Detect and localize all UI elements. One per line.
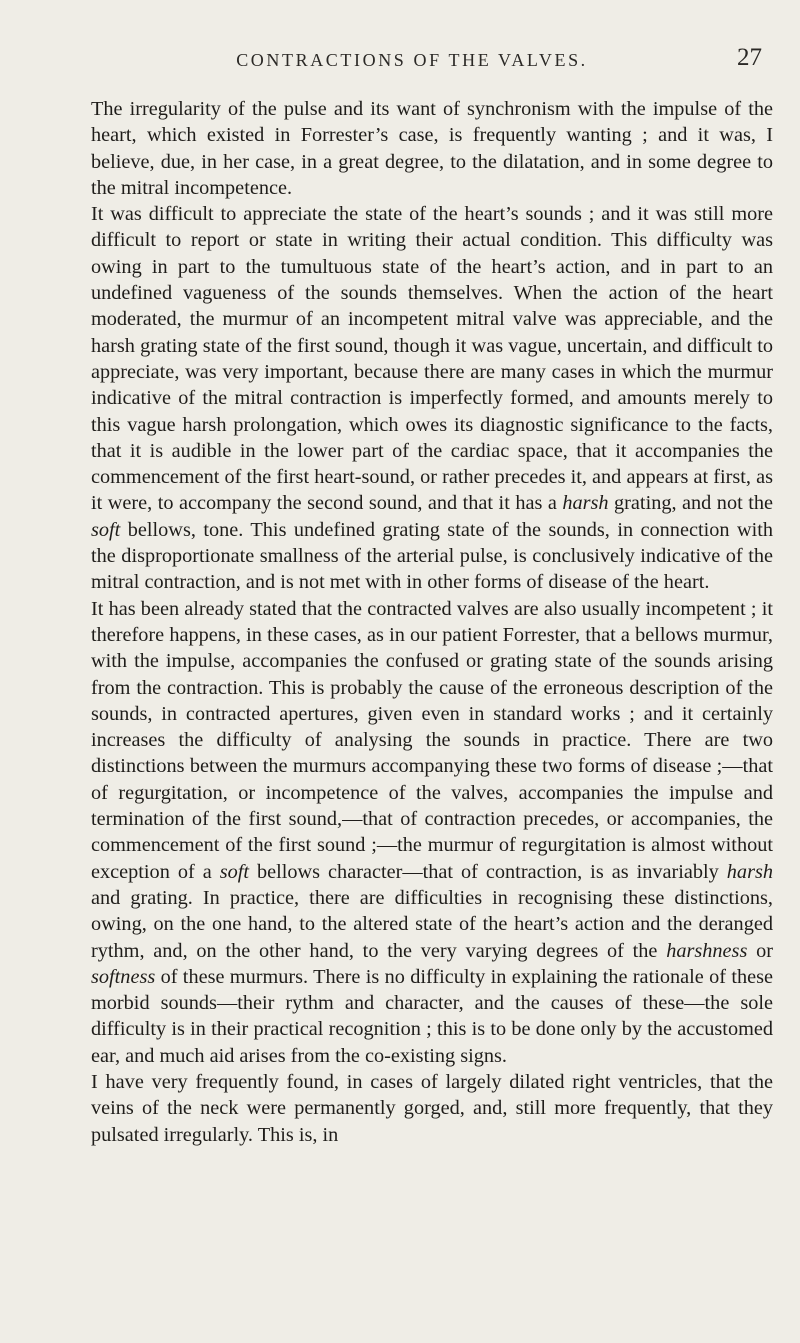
text-run: and grating. In practice, there are difficulties in recognising these distinctions, owing, on the one hand, to the altered state of the heart’s action and the deranged rythm, and, on the other hand, to the very varying degrees of the — [91, 886, 773, 962]
page-number: 27 — [737, 44, 762, 71]
paragraph-2 — [91, 201, 773, 595]
body-text — [91, 96, 773, 1148]
italic-run: harsh — [562, 492, 609, 515]
italic-run: soft — [91, 518, 121, 541]
text-run: It was difficult to appreciate the state of the heart’s sounds ; and it was still more difficult to report or state in writing their actual condition. This difficulty was owing in part to the tumultuous state of the heart’s action, and in part to an undefined vagueness of the sounds themselves. When the action of the heart moderated, the murmur of an incompetent mitral valve was appreciable, and the harsh grating state of the first sound, though it was vague, uncertain, and difficult to appreciate, was very important, because there are many cases in which the murmur indicative of the mitral contraction is imperfectly formed, and amounts merely to this vague harsh prolongation, which owes its diagnostic significance to the facts, that it is audible in the lower part of the cardiac space, that it accompanies the commencement of the first heart-sound, or rather precedes it, and appears at first, as it were, to accompany the second sound, and that it has a — [91, 203, 773, 515]
paragraph-4 — [91, 1069, 773, 1148]
paragraph-1 — [91, 96, 773, 201]
running-title: CONTRACTIONS OF THE VALVES. — [236, 50, 588, 70]
text-run: or — [747, 939, 774, 962]
italic-run: softness — [91, 965, 156, 988]
text-run: bellows character—that of contraction, is as invariably — [249, 860, 727, 883]
text-run: bellows, tone. This undefined grating state of the sounds, in connection with the disproportionate smallness of the arterial pulse, is conclusively indicative of the mitral contraction, and is not met with in other forms of disease of the heart. — [91, 518, 773, 594]
italic-run: harshness — [666, 939, 748, 962]
italic-run: harsh — [726, 860, 773, 883]
text-run: It has been already stated that the contracted valves are also usually incompetent ; it therefore happens, in these cases, as in our patient Forrester, that a bellows murmur, with the impulse, accompanies the confused or grating state of the sounds arising from the contraction. This is probably the cause of the erroneous description of the sounds, in contracted apertures, given even in standard works ; and it certainly increases the difficulty of analysing the sounds in practice. There are two distinctions between the murmurs accompanying these two forms of disease ;—that of regurgitation, or incompetence of the valves, accompanies the impulse and termination of the first sound,—that of contraction precedes, or accompanies, the commencement of the first sound ;—the murmur of regurgitation is almost without exception of a — [91, 597, 773, 883]
running-head — [62, 44, 762, 74]
text-run: The irregularity of the pulse and its want of synchronism with the impulse of the heart, which existed in Forrester’s case, is frequently wanting ; and it was, I believe, due, in her case, in a great degree, to the dilatation, and in some degree to the mitral incompetence. — [91, 98, 773, 199]
italic-run: soft — [219, 860, 249, 883]
text-run: I have very frequently found, in cases of largely dilated right ventricles, that the veins of the neck were permanently gorged, and, still more frequently, that they pulsated irregularly. This is, in — [91, 1070, 773, 1146]
text-run: grating, and not the — [608, 492, 773, 515]
text-run: of these murmurs. There is no difficulty in explaining the rationale of these morbid sounds—their rythm and character, and the causes of these—the sole difficulty is in their practical recognition ; this is to be done only by the accustomed ear, and much aid arises from the co-existing signs. — [91, 965, 773, 1067]
paragraph-3 — [91, 596, 773, 1069]
